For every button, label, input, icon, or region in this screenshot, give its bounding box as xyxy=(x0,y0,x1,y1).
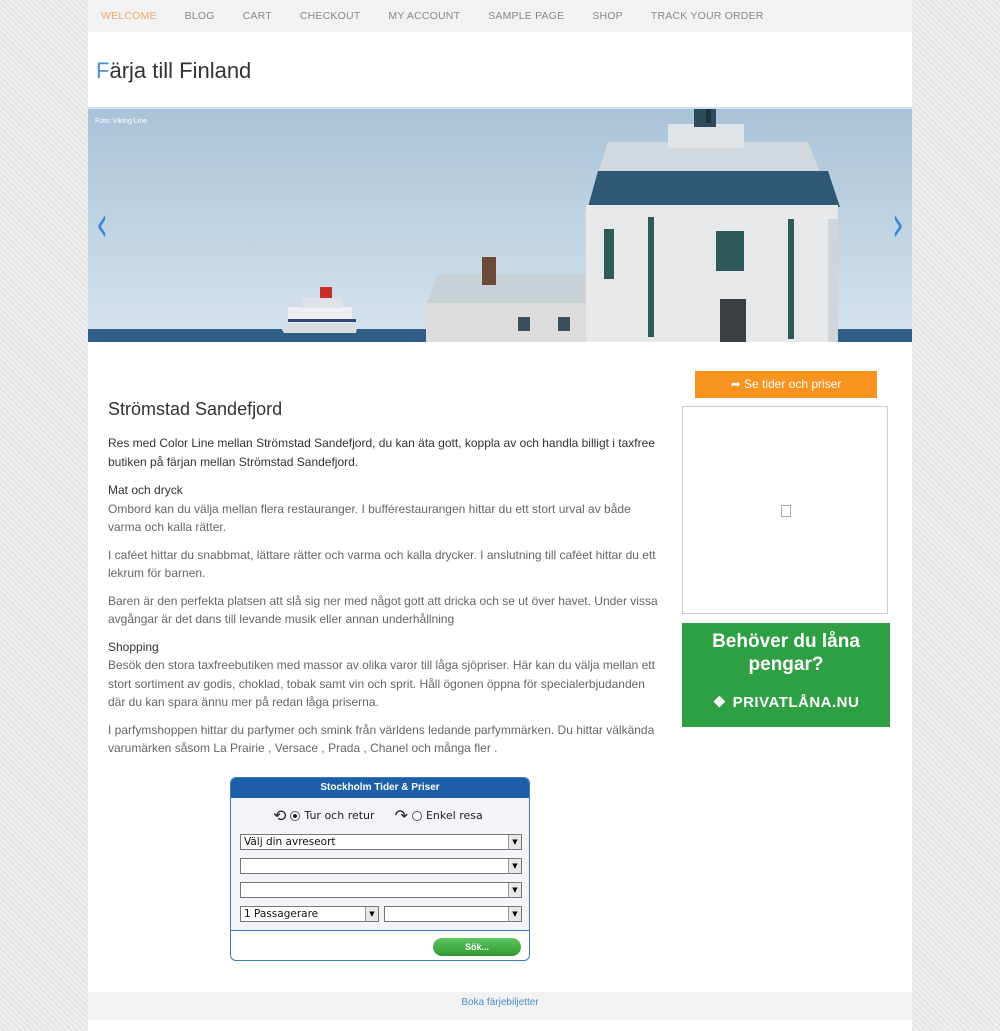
site-title-rest: ärja till Finland xyxy=(109,58,252,83)
nav-item-checkout[interactable]: CHECKOUT xyxy=(299,10,361,22)
chevron-down-icon: ▼ xyxy=(508,907,521,921)
nav-item-sample-page[interactable]: SAMPLE PAGE xyxy=(488,10,565,22)
widget-body xyxy=(231,798,529,931)
banner-question: Behöver du låna pengar? xyxy=(712,631,860,675)
see-times-button[interactable] xyxy=(695,371,877,398)
round-trip-radio[interactable] xyxy=(290,811,300,821)
nav-item-shop[interactable]: SHOP xyxy=(592,10,623,22)
destination-select[interactable] xyxy=(240,858,522,874)
shop-text: Besök den stora taxfreebutiken med massor av olika varor till låga sjöpriser. Här kan du välja mellan ett stort sortiment av godis, choklad, tobak samt vin och sprit. Håll ögonen öppna för specialerbjudanden där du kan spara ännu mer på redan låga priserna. xyxy=(108,658,655,709)
ad-placeholder[interactable] xyxy=(682,406,888,614)
nav-item-welcome[interactable]: WELCOME xyxy=(101,10,157,22)
food-text: Ombord kan du välja mellan flera restauranger. I bufférestaurangen hittar du ett stort urval av både varma och kalla rätter. xyxy=(108,501,631,534)
chevron-down-icon: ▼ xyxy=(508,835,521,849)
perfume-text: I parfymshoppen hittar du parfymer och smink från världens ledande parfymmärken. Du hittar välkända varumärken såsom La Prairie , Versace , Prada , Chanel och många fler . xyxy=(108,722,655,755)
footer xyxy=(88,992,912,1020)
see-times-label: Se tider och priser xyxy=(744,377,842,391)
search-button[interactable]: Sök... xyxy=(433,938,521,956)
departure-select-value: Välj din avreseort xyxy=(244,836,336,848)
footer-link[interactable]: Boka färjebiljetter xyxy=(461,997,539,1008)
banner-brand-text: PRIVATLÅNA.NU xyxy=(732,694,860,711)
widget-title: Stockholm Tider & Priser xyxy=(231,778,529,798)
extra-select[interactable] xyxy=(384,906,522,922)
cafe-text: I caféet hittar du snabbmat, lättare rätter och varma och kalla drycker. I anslutning till caféet hittar du ett lekrum för barnen. xyxy=(108,547,656,580)
share-arrow-icon: ➦ xyxy=(730,377,741,391)
broken-image-icon xyxy=(781,505,791,517)
site-title-initial: F xyxy=(96,58,110,83)
one-way-label: Enkel resa xyxy=(425,809,483,822)
bar-text: Baren är den perfekta platsen att slå sig ner med något gott att dricka och se ut över havet. Under vissa avgångar är det dans till levande musik eller annan underhållning xyxy=(108,593,658,626)
hero-image xyxy=(88,109,912,342)
loan-banner[interactable] xyxy=(682,623,890,727)
money-icon: ❖ xyxy=(712,694,727,711)
food-heading: Mat och dryck xyxy=(108,483,183,497)
main-article xyxy=(108,396,658,767)
departure-select[interactable] xyxy=(240,834,522,850)
slider-next-arrow-icon[interactable]: › xyxy=(892,195,904,253)
nav-item-track-order[interactable]: TRACK YOUR ORDER xyxy=(650,10,764,22)
article-heading: Strömstad Sandefjord xyxy=(108,399,283,419)
date-select[interactable] xyxy=(240,882,522,898)
ferry-hull xyxy=(278,323,358,333)
round-trip-label: Tur och retur xyxy=(304,809,375,822)
one-way-radio[interactable] xyxy=(412,811,422,821)
banner-brand xyxy=(682,693,890,711)
page-wrapper xyxy=(88,0,912,1031)
round-trip-icon: ⟲ xyxy=(273,806,287,825)
top-navigation xyxy=(88,0,912,32)
booking-widget xyxy=(230,777,530,961)
hero-slider xyxy=(88,107,912,342)
photo-credit: Foto: Viking Line xyxy=(95,118,148,125)
nav-item-cart[interactable]: CART xyxy=(242,10,272,22)
trip-type-group xyxy=(273,806,503,825)
chevron-down-icon: ▼ xyxy=(508,859,521,873)
food-section xyxy=(108,481,658,537)
article-lead: Res med Color Line mellan Strömstad Sandefjord, du kan äta gott, koppla av och handla billigt i taxfree butiken på färjan mellan Strömstad Sandefjord. xyxy=(108,436,655,469)
one-way-icon: ↷ xyxy=(394,806,408,825)
shop-section xyxy=(108,638,658,712)
slider-prev-arrow-icon[interactable]: ‹ xyxy=(96,195,108,253)
nav-item-my-account[interactable]: MY ACCOUNT xyxy=(388,10,461,22)
round-trip-option[interactable] xyxy=(286,809,374,822)
chevron-down-icon: ▼ xyxy=(365,907,378,921)
site-title[interactable] xyxy=(96,58,251,84)
nav-item-blog[interactable]: BLOG xyxy=(184,10,215,22)
shop-heading: Shopping xyxy=(108,639,159,654)
chevron-down-icon: ▼ xyxy=(508,883,521,897)
passengers-select[interactable] xyxy=(240,906,379,922)
passengers-select-value: 1 Passagerare xyxy=(244,908,319,920)
nav-list xyxy=(88,0,912,32)
one-way-option[interactable] xyxy=(408,809,483,822)
